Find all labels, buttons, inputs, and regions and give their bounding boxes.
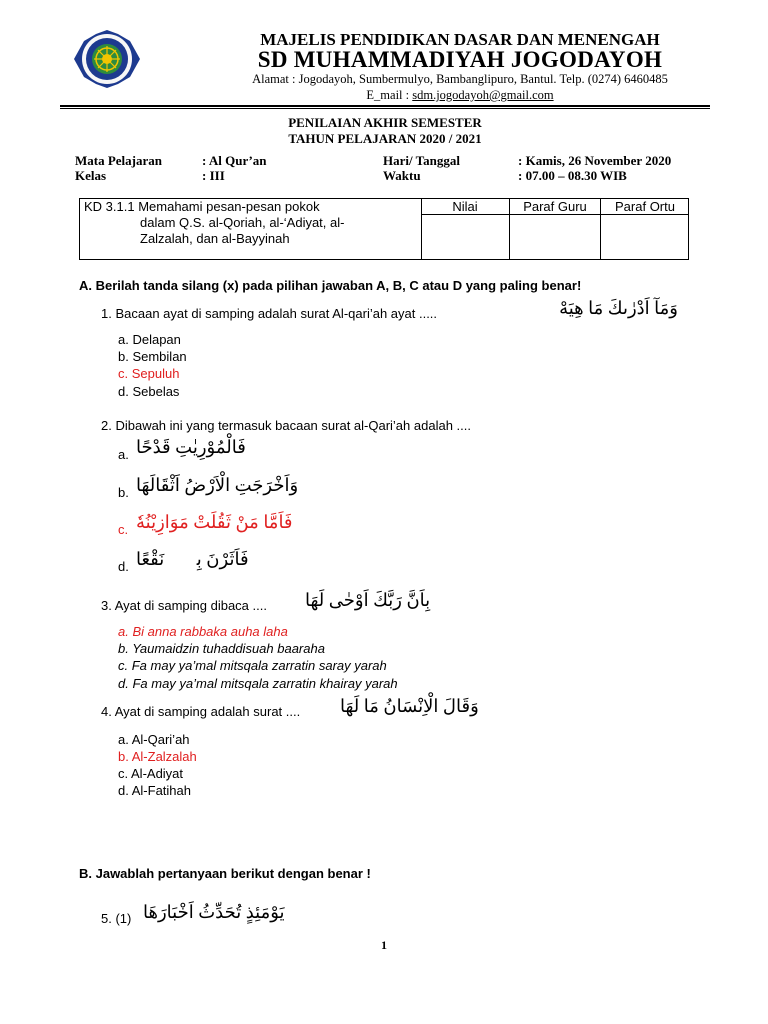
day-value: : Kamis, 26 November 2020 — [518, 153, 672, 168]
question-5-arabic: يَوْمَئِذٍ تُحَدِّثُ اَخْبَارَهَا — [143, 902, 285, 922]
question-4-option-a[interactable]: a. Al-Qari’ah — [118, 732, 190, 747]
question-2-option-b-letter[interactable]: b. — [118, 485, 129, 500]
question-1-text: 1. Bacaan ayat di samping adalah surat Al-qari’ah ayat ..... — [101, 306, 438, 321]
section-b-instruction: B. Jawablah pertanyaan berikut dengan benar ! — [79, 866, 371, 881]
section-a-instruction: A. Berilah tanda silang (x) pada pilihan jawaban A, B, C atau D yang paling benar! — [79, 278, 582, 293]
email-link[interactable]: sdm.jogodayoh@gmail.com — [412, 88, 554, 102]
table-header-nilai: Nilai — [452, 199, 478, 214]
class-label: Kelas — [75, 168, 107, 183]
time-label: Waktu — [383, 168, 421, 183]
question-5-label: 5. (1) — [101, 911, 132, 926]
question-1-option-b[interactable]: b. Sembilan — [118, 349, 187, 364]
question-2-option-a-arabic[interactable]: فَالْمُوْرِيٰتِ قَدْحًا — [136, 437, 246, 457]
question-3-arabic: بِاَنَّ رَبَّكَ اَوْحٰى لَهَا — [305, 590, 431, 610]
question-1-option-d[interactable]: d. Sebelas — [118, 384, 180, 399]
exam-title: PENILAIAN AKHIR SEMESTER — [288, 115, 482, 130]
subject-value: : Al Qur’an — [202, 153, 267, 168]
organization-name: MAJELIS PENDIDIKAN DASAR DAN MENENGAH — [260, 30, 660, 49]
question-4-option-b[interactable]: b. Al-Zalzalah — [118, 749, 197, 764]
subject-label: Mata Pelajaran — [75, 153, 163, 168]
day-label: Hari/ Tanggal — [383, 153, 460, 168]
question-2-option-d-arabic[interactable]: فَاَثَرْنَ بِهٖ نَقْعًا — [136, 549, 249, 569]
kd-description-line: dalam Q.S. al-Qoriah, al-‘Adiyat, al- — [140, 215, 345, 230]
question-4-option-c[interactable]: c. Al-Adiyat — [118, 766, 184, 781]
exam-year: TAHUN PELAJARAN 2020 / 2021 — [288, 131, 482, 146]
question-3-option-d[interactable]: d. Fa may ya’mal mitsqala zarratin khairay yarah — [118, 676, 398, 691]
table-header-paraf-ortu: Paraf Ortu — [615, 199, 675, 214]
table-header-paraf-guru: Paraf Guru — [523, 199, 587, 214]
school-logo — [62, 26, 152, 92]
question-2-text: 2. Dibawah ini yang termasuk bacaan surat al-Qari’ah adalah .... — [101, 418, 471, 433]
question-2-option-a-letter[interactable]: a. — [118, 447, 129, 462]
question-1-arabic: وَمَآ اَدْرٰىكَ مَا هِيَهْ — [559, 298, 678, 318]
school-address: Alamat : Jogodayoh, Sumbermulyo, Bambanglipuro, Bantul. Telp. (0274) 6460485 — [252, 72, 668, 86]
question-1-option-c[interactable]: c. Sepuluh — [118, 366, 180, 381]
muhammadiyah-logo-icon — [62, 26, 152, 92]
kd-description-line: KD 3.1.1 Memahami pesan-pesan pokok — [84, 199, 320, 214]
question-2-option-b-arabic[interactable]: وَاَخْرَجَتِ الْاَرْضُ اَثْقَالَهَا — [136, 475, 299, 495]
question-3-text: 3. Ayat di samping dibaca .... — [101, 598, 267, 613]
school-name: SD MUHAMMADIYAH JOGODAYOH — [257, 47, 663, 72]
question-3-option-a[interactable]: a. Bi anna rabbaka auha laha — [118, 624, 288, 639]
question-2-option-d-letter[interactable]: d. — [118, 559, 129, 574]
kd-score-table — [79, 198, 689, 260]
time-value: : 07.00 – 08.30 WIB — [518, 168, 627, 183]
table-header-divider — [421, 214, 688, 215]
question-1-option-a[interactable]: a. Delapan — [118, 332, 181, 347]
header-divider-thin — [60, 108, 710, 109]
email-label: E_mail : — [366, 88, 413, 102]
question-2-option-c-arabic[interactable]: فَاَمَّا مَنْ ثَقُلَتْ مَوَازِيْنُهٗ — [136, 512, 293, 532]
question-4-text: 4. Ayat di samping adalah surat .... — [101, 704, 301, 719]
school-email-line — [160, 88, 760, 103]
question-2-option-c-letter[interactable]: c. — [118, 522, 129, 537]
question-3-option-c[interactable]: c. Fa may ya’mal mitsqala zarratin saray yarah — [118, 658, 387, 673]
question-3-option-b[interactable]: b. Yaumaidzin tuhaddisuah baaraha — [118, 641, 325, 656]
kd-description-line: Zalzalah, dan al-Bayyinah — [140, 231, 290, 246]
question-4-arabic: وَقَالَ الْاِنْسَانُ مَا لَهَا — [340, 696, 479, 716]
question-4-option-d[interactable]: d. Al-Fatihah — [118, 783, 191, 798]
header-divider — [60, 105, 710, 107]
class-value: : III — [202, 168, 225, 183]
page-number: 1 — [381, 938, 387, 952]
